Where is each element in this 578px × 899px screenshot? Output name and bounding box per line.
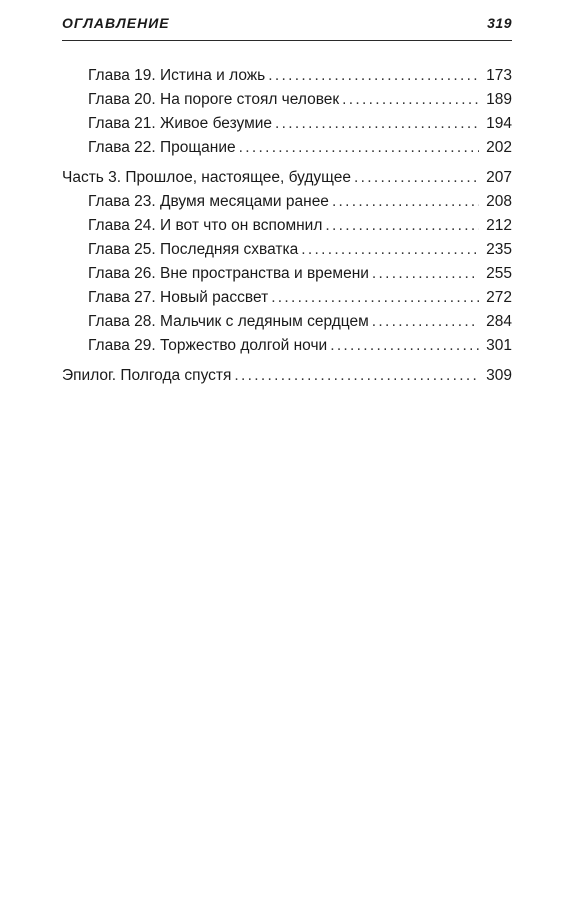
toc-chapter-entry[interactable] xyxy=(62,112,512,136)
toc-dot-leader xyxy=(332,190,479,214)
toc-entry-title: Глава 21. Живое безумие xyxy=(88,115,273,132)
header-title: ОГЛАВЛЕНИЕ xyxy=(62,15,170,31)
toc-chapter-entry[interactable] xyxy=(62,238,512,262)
toc-chapter-entry[interactable] xyxy=(62,214,512,238)
toc-entry-title: Глава 23. Двумя месяцами ранее xyxy=(88,193,329,210)
toc-chapter-entry[interactable] xyxy=(62,334,512,358)
toc-part-entry[interactable] xyxy=(62,166,512,190)
toc-chapter-entry[interactable] xyxy=(62,190,512,214)
toc-entry-title: Глава 22. Прощание xyxy=(88,139,236,156)
toc-chapter-entry[interactable] xyxy=(62,88,512,112)
toc-chapter-entry[interactable] xyxy=(62,136,512,160)
page-header xyxy=(62,14,512,41)
toc-entry-page: 309 xyxy=(486,367,512,384)
toc-dot-leader xyxy=(354,166,479,190)
toc-dot-leader xyxy=(372,310,479,334)
toc-entry-page: 189 xyxy=(486,91,512,108)
toc-entry-title: Глава 24. И вот что он вспомнил xyxy=(88,217,323,234)
toc-entry-title: Глава 28. Мальчик с ледяным сердцем xyxy=(88,313,369,330)
toc-chapter-entry[interactable] xyxy=(62,310,512,334)
toc-entry-page: 272 xyxy=(486,289,512,306)
toc-entry-page: 255 xyxy=(486,265,512,282)
toc-dot-leader xyxy=(234,364,479,388)
toc-entry-page: 173 xyxy=(486,67,512,84)
toc-entry-page: 284 xyxy=(486,313,512,330)
toc-dot-leader xyxy=(239,136,479,160)
toc-entry-title: Глава 20. На пороге стоял человек xyxy=(88,91,340,108)
toc-dot-leader xyxy=(271,286,479,310)
toc-entry-page: 208 xyxy=(486,193,512,210)
toc-entry-title: Глава 29. Торжество долгой ночи xyxy=(88,337,328,354)
toc-entry-title: Глава 19. Истина и ложь xyxy=(88,67,266,84)
toc-entry-title: Глава 26. Вне пространства и времени xyxy=(88,265,369,282)
toc-chapter-entry[interactable] xyxy=(62,64,512,88)
toc-entry-page: 212 xyxy=(486,217,512,234)
toc-dot-leader xyxy=(275,112,479,136)
toc-entry-page: 235 xyxy=(486,241,512,258)
toc-dot-leader xyxy=(372,262,479,286)
toc-entry-title: Глава 25. Последняя схватка xyxy=(88,241,299,258)
toc-dot-leader xyxy=(301,238,479,262)
toc-entry-page: 301 xyxy=(486,337,512,354)
toc-dot-leader xyxy=(342,88,479,112)
table-of-contents xyxy=(62,64,512,388)
toc-entry-title: Часть 3. Прошлое, настоящее, будущее xyxy=(62,169,351,186)
toc-entry-page: 202 xyxy=(486,139,512,156)
toc-entry-page: 207 xyxy=(486,169,512,186)
toc-dot-leader xyxy=(268,64,479,88)
header-page-number: 319 xyxy=(487,15,512,31)
toc-chapter-entry[interactable] xyxy=(62,262,512,286)
toc-dot-leader xyxy=(330,334,479,358)
toc-entry-title: Глава 27. Новый рассвет xyxy=(88,289,269,306)
toc-chapter-entry[interactable] xyxy=(62,286,512,310)
toc-dot-leader xyxy=(325,214,479,238)
toc-entry-title: Эпилог. Полгода спустя xyxy=(62,367,232,384)
toc-entry-page: 194 xyxy=(486,115,512,132)
toc-part-entry[interactable] xyxy=(62,364,512,388)
